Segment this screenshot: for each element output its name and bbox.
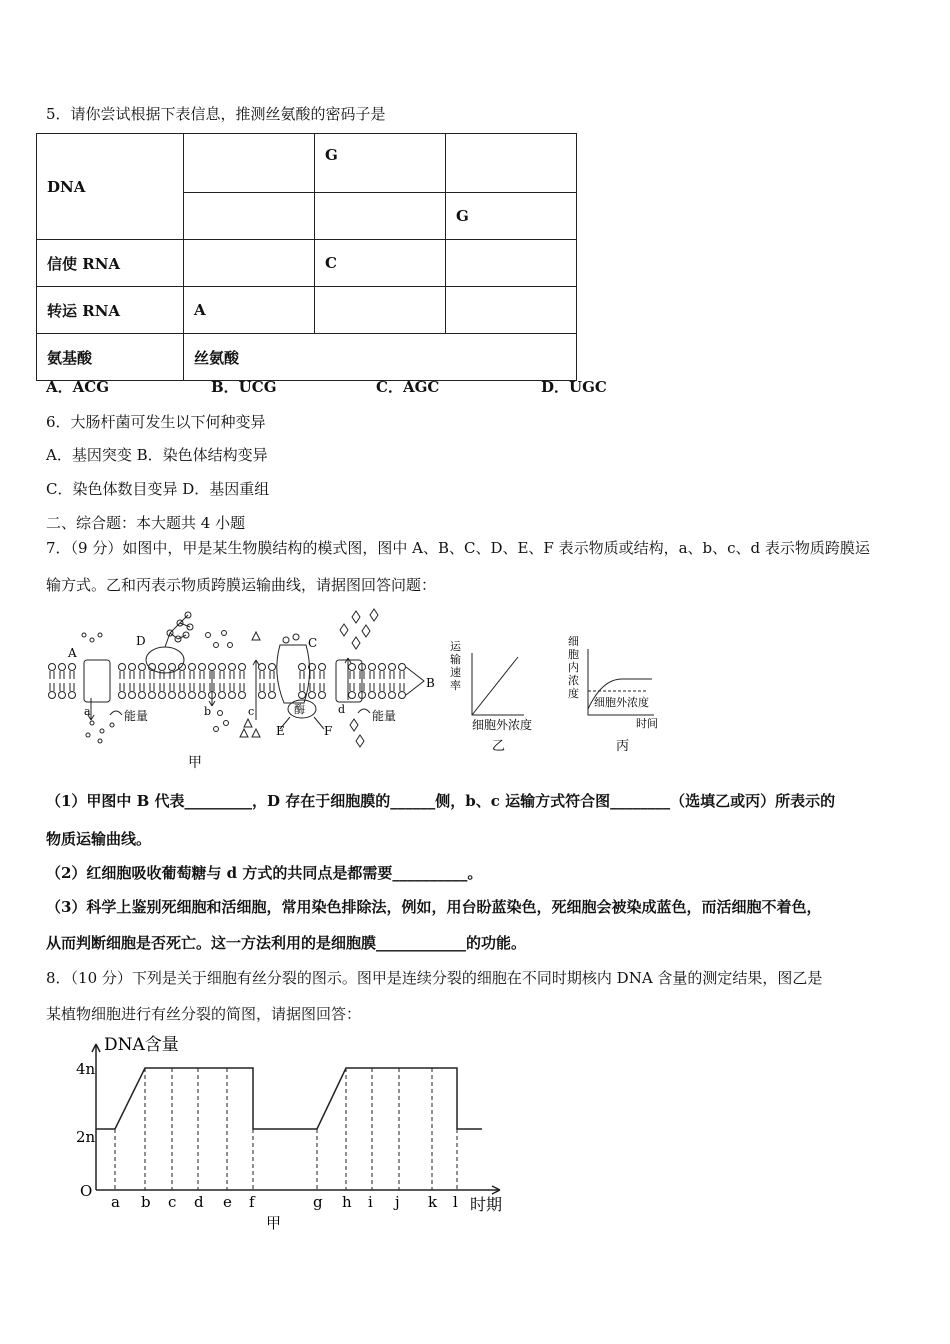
energy-label: 能量 (372, 709, 397, 723)
label-c: c (248, 705, 255, 718)
carrier-protein (277, 645, 310, 703)
membrane-lower-heads (49, 692, 406, 699)
dna-cell (446, 134, 577, 193)
x-tick-label: l (453, 1193, 458, 1211)
label-a: a (84, 705, 91, 718)
label-C: C (308, 636, 318, 650)
amino-acid-label: 氨基酸 (37, 334, 184, 381)
yi-xlabel: 细胞外浓度 (472, 718, 533, 732)
label-A: A (68, 646, 77, 660)
membrane-figure (40, 605, 730, 775)
option-d: D．UGC (541, 378, 607, 396)
bing-xlabel: 时间 (636, 717, 658, 730)
protein-a (84, 660, 110, 702)
caption-bing: 丙 (616, 739, 630, 754)
q7-sub3-line1: （3）科学上鉴别死细胞和活细胞，常用染色排除法，例如，用台盼蓝染色，死细胞会被染成蓝色，而活细胞不着色， (46, 898, 822, 916)
q6-options-line2: C．染色体数目变异 D．基因重组 (46, 480, 270, 498)
mrna-label: 信使 RNA (37, 240, 184, 287)
q7-sub3-line2: 从而判断细胞是否死亡。这一方法利用的是细胞膜____________的功能。 (46, 934, 527, 952)
dna-cell: G (315, 134, 446, 193)
q8-stem-line1: 8．（10 分）下列是关于细胞有丝分裂的图示。图甲是连续分裂的细胞在不同时期核内 DNA 含量的测定结果，图乙是 (46, 969, 823, 987)
energy-label: 能量 (124, 709, 149, 723)
q8-stem-line2: 某植物细胞进行有丝分裂的简图，请据图回答： (46, 1005, 362, 1023)
dna-cell: G (446, 193, 577, 240)
bing-curve-label: 细胞外浓度 (594, 696, 649, 709)
label-D: D (136, 634, 146, 648)
bracket-b (406, 667, 424, 695)
tick-2n: 2n (76, 1128, 96, 1146)
codon-table (36, 133, 577, 381)
x-tick-label: i (368, 1193, 373, 1211)
dna-cell (184, 193, 315, 240)
enzyme-label: 酶 (294, 703, 305, 716)
option-b: B．UCG (211, 378, 277, 396)
label-F: F (324, 724, 333, 738)
x-tick-label: a (111, 1193, 120, 1211)
dna-series-line (96, 1068, 482, 1129)
dna-label: DNA (37, 134, 184, 240)
x-tick-label: h (342, 1193, 352, 1211)
x-tick-label: k (428, 1193, 438, 1211)
mrna-cell: C (315, 240, 446, 287)
x-tick-label: j (395, 1193, 400, 1211)
chart-caption: 甲 (266, 1214, 282, 1232)
yi-ylabel: 输 (450, 653, 461, 666)
label-B: B (426, 676, 435, 690)
bing-ylabel: 浓 (568, 674, 579, 687)
trna-cell (446, 287, 577, 334)
mrna-cell (184, 240, 315, 287)
energy-arrow (110, 711, 122, 715)
x-tick-label: d (194, 1193, 204, 1211)
x-tick-label: c (168, 1193, 177, 1211)
x-axis (96, 1186, 500, 1194)
trna-cell: A (184, 287, 315, 334)
q7-stem-line2: 输方式。乙和丙表示物质跨膜运输曲线，请据图回答问题： (46, 576, 437, 594)
yi-ylabel: 率 (450, 679, 461, 692)
bing-ylabel: 胞 (568, 648, 579, 661)
q7-stem-line1: 7．（9 分）如图中，甲是某生物膜结构的模式图，图中 A、B、C、D、E、F 表示物质或结构，a、b、c、d 表示物质跨膜运 (46, 539, 870, 557)
trna-cell (315, 287, 446, 334)
yi-ylabel: 运 (450, 640, 461, 653)
caption-yi: 乙 (492, 739, 506, 754)
amino-acid-value: 丝氨酸 (184, 334, 577, 381)
yi-line (472, 657, 518, 715)
x-tick-label: b (141, 1193, 151, 1211)
bing-ylabel: 内 (568, 661, 579, 674)
origin-label: O (80, 1182, 93, 1200)
q5-stem: 5．请你尝试根据下表信息，推测丝氨酸的密码子是 (46, 105, 386, 123)
label-E: E (276, 724, 285, 738)
membrane-upper-heads (49, 664, 406, 671)
x-tick-label: g (313, 1193, 323, 1211)
label-d: d (338, 703, 346, 716)
bing-ylabel: 细 (568, 635, 579, 648)
section-heading: 二、综合题：本大题共 4 小题 (46, 514, 246, 532)
dna-cell (184, 134, 315, 193)
trna-label: 转运 RNA (37, 287, 184, 334)
mrna-cell (446, 240, 577, 287)
dna-cell (315, 193, 446, 240)
x-tick-label: e (223, 1193, 232, 1211)
option-c: C．AGC (376, 378, 440, 396)
tick-4n: 4n (76, 1060, 96, 1078)
y-axis-label: DNA含量 (104, 1035, 179, 1055)
dna-content-chart (70, 1030, 530, 1240)
label-b: b (204, 705, 212, 718)
q6-stem: 6．大肠杆菌可发生以下何种变异 (46, 413, 266, 431)
q7-sub1-line2: 物质运输曲线。 (46, 830, 152, 848)
option-a: A．ACG (46, 378, 110, 396)
x-axis-label: 时期 (470, 1195, 503, 1214)
q6-options-line1: A．基因突变 B．染色体结构变异 (46, 446, 268, 464)
x-tick-label: f (249, 1193, 255, 1211)
caption-jia: 甲 (188, 755, 202, 771)
bing-ylabel: 度 (568, 687, 579, 700)
q7-sub1-line1: （1）甲图中 B 代表_________，D 存在于细胞膜的______侧，b、c 运输方式符合图________（选填乙或丙）所表示的 (46, 792, 836, 810)
yi-ylabel: 速 (450, 666, 461, 679)
q7-sub2: （2）红细胞吸收葡萄糖与 d 方式的共同点是都需要__________。 (46, 864, 483, 882)
